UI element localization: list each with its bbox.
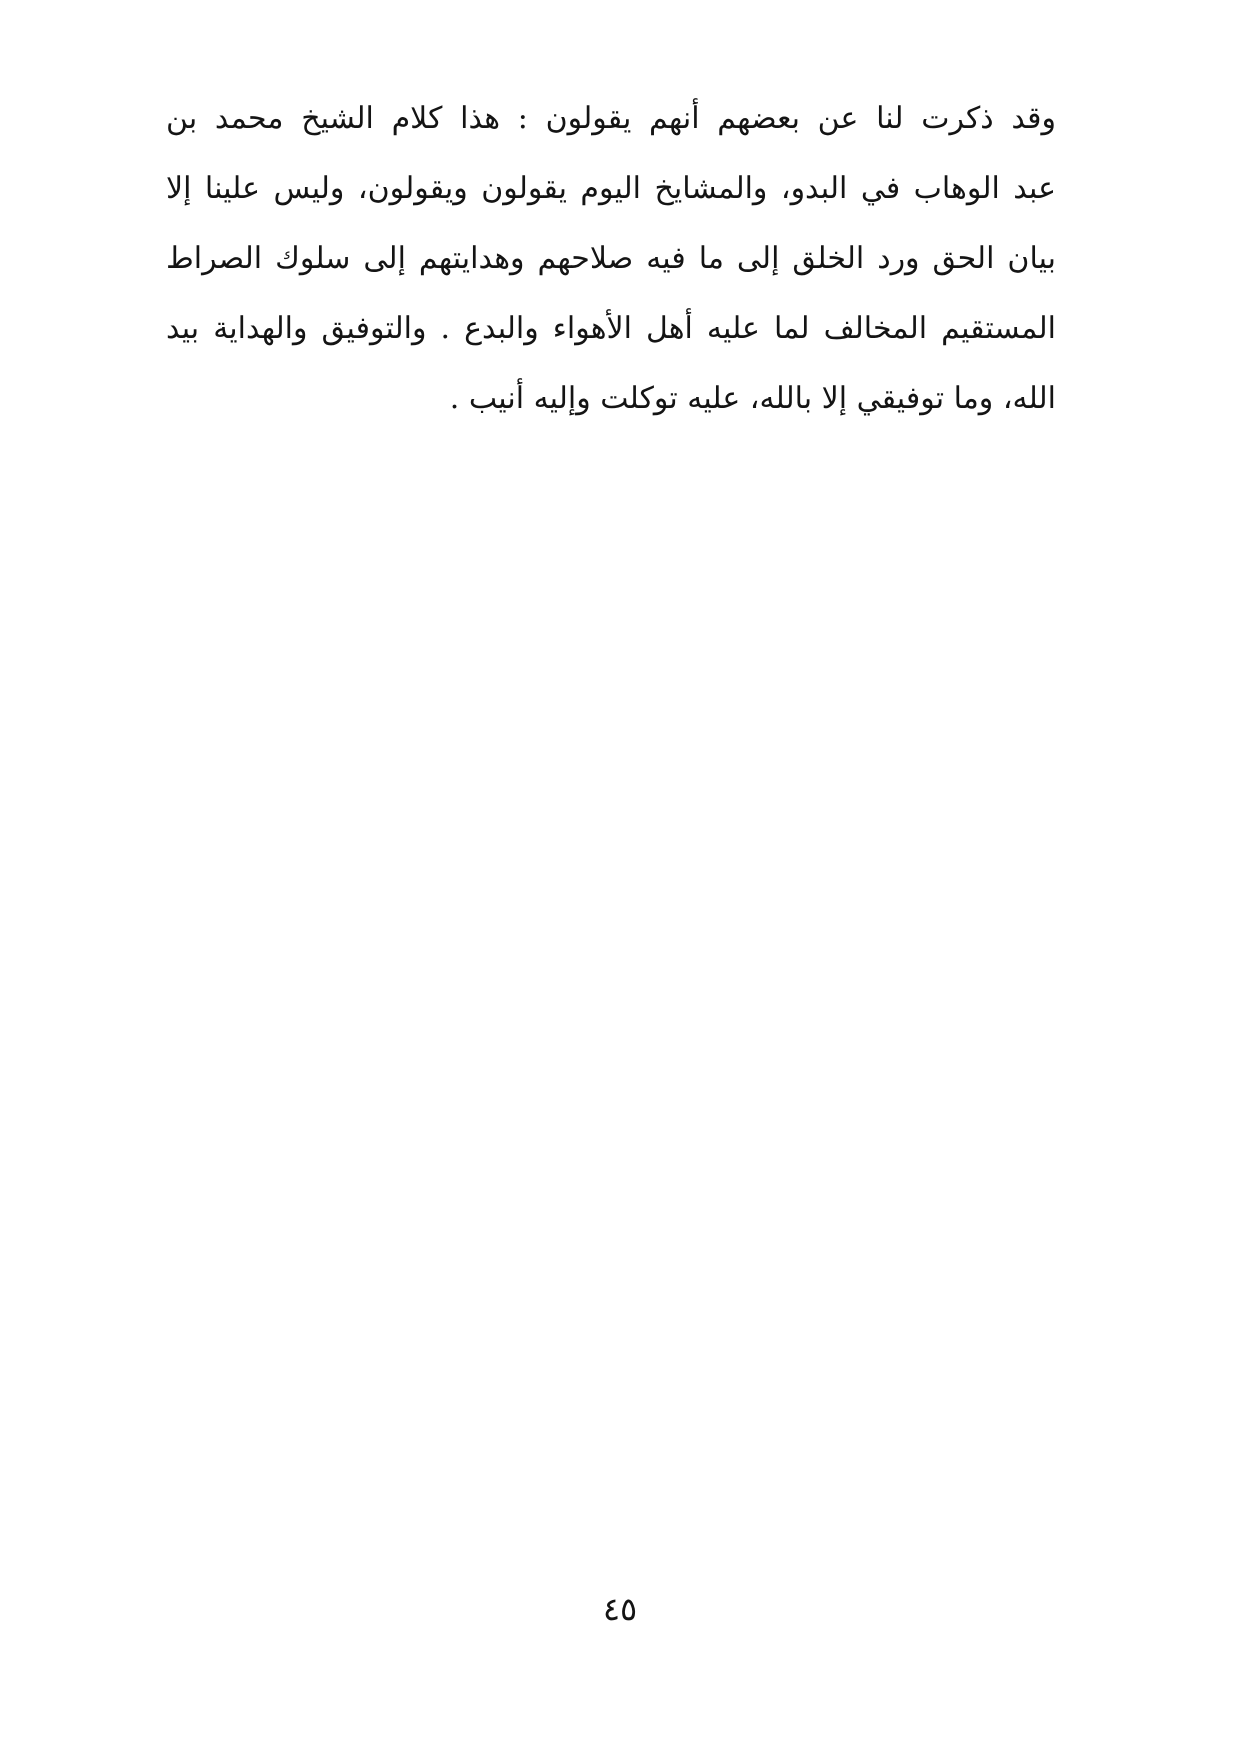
page-number: ٤٥ <box>602 1590 638 1628</box>
body-paragraph <box>166 84 1056 434</box>
text-line-1: وقد ذكرت لنا عن بعضهم أنهم يقولون : هذا كلام الشيخ محمد بن <box>166 101 1056 136</box>
text-line-4: المستقيم المخالف لما عليه أهل الأهواء والبدع . والتوفيق والهداية بيد <box>166 311 1056 346</box>
text-line-3: بيان الحق ورد الخلق إلى ما فيه صلاحهم وهدايتهم إلى سلوك الصراط <box>166 241 1056 276</box>
text-line-5: الله، وما توفيقي إلا بالله، عليه توكلت وإليه أنيب . <box>449 381 1056 416</box>
text-line-2: عبد الوهاب في البدو، والمشايخ اليوم يقولون ويقولون، وليس علينا إلا <box>166 171 1056 206</box>
